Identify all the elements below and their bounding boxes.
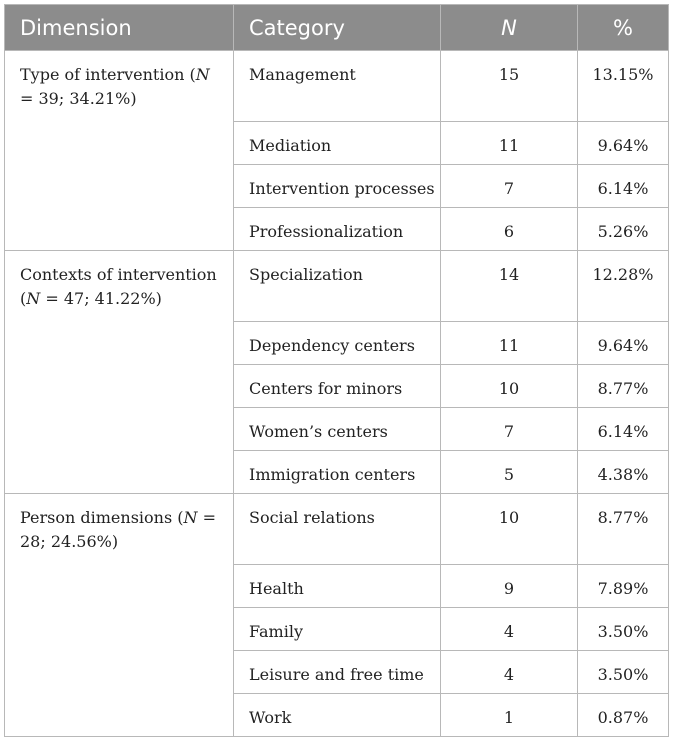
category-cell: Management [234, 51, 441, 122]
n-cell: 4 [441, 608, 578, 651]
table-row [5, 51, 669, 122]
category-cell: Social relations [234, 494, 441, 565]
percent-cell: 9.64% [578, 122, 669, 165]
table-header-row [5, 5, 669, 51]
percent-cell: 4.38% [578, 451, 669, 494]
dimension-cell: Type of intervention (N = 39; 34.21%) [5, 51, 234, 251]
percent-cell: 3.50% [578, 651, 669, 694]
percent-cell: 6.14% [578, 165, 669, 208]
n-cell: 14 [441, 251, 578, 322]
category-cell: Professionalization [234, 208, 441, 251]
category-cell: Specialization [234, 251, 441, 322]
category-cell: Centers for minors [234, 365, 441, 408]
percent-cell: 7.89% [578, 565, 669, 608]
n-cell: 9 [441, 565, 578, 608]
percent-cell: 0.87% [578, 694, 669, 737]
table-row [5, 251, 669, 322]
header-category: Category [234, 5, 441, 51]
n-cell: 10 [441, 365, 578, 408]
percent-cell: 9.64% [578, 322, 669, 365]
header-dimension: Dimension [5, 5, 234, 51]
n-cell: 7 [441, 165, 578, 208]
dimension-cell: Person dimensions (N = 28; 24.56%) [5, 494, 234, 737]
n-cell: 15 [441, 51, 578, 122]
dimension-cell: Contexts of intervention (N = 47; 41.22%) [5, 251, 234, 494]
header-n: N [441, 5, 578, 51]
percent-cell: 5.26% [578, 208, 669, 251]
category-cell: Leisure and free time [234, 651, 441, 694]
percent-cell: 6.14% [578, 408, 669, 451]
category-cell: Women’s centers [234, 408, 441, 451]
percent-cell: 12.28% [578, 251, 669, 322]
percent-cell: 3.50% [578, 608, 669, 651]
n-cell: 11 [441, 322, 578, 365]
n-cell: 11 [441, 122, 578, 165]
table-row [5, 494, 669, 565]
category-cell: Dependency centers [234, 322, 441, 365]
n-cell: 1 [441, 694, 578, 737]
category-cell: Family [234, 608, 441, 651]
percent-cell: 8.77% [578, 494, 669, 565]
n-cell: 10 [441, 494, 578, 565]
category-cell: Mediation [234, 122, 441, 165]
header-percent: % [578, 5, 669, 51]
category-cell: Work [234, 694, 441, 737]
category-cell: Health [234, 565, 441, 608]
percent-cell: 8.77% [578, 365, 669, 408]
n-cell: 7 [441, 408, 578, 451]
category-cell: Immigration centers [234, 451, 441, 494]
n-cell: 4 [441, 651, 578, 694]
percent-cell: 13.15% [578, 51, 669, 122]
dimension-category-table [4, 4, 669, 737]
n-cell: 6 [441, 208, 578, 251]
n-cell: 5 [441, 451, 578, 494]
category-cell: Intervention processes [234, 165, 441, 208]
